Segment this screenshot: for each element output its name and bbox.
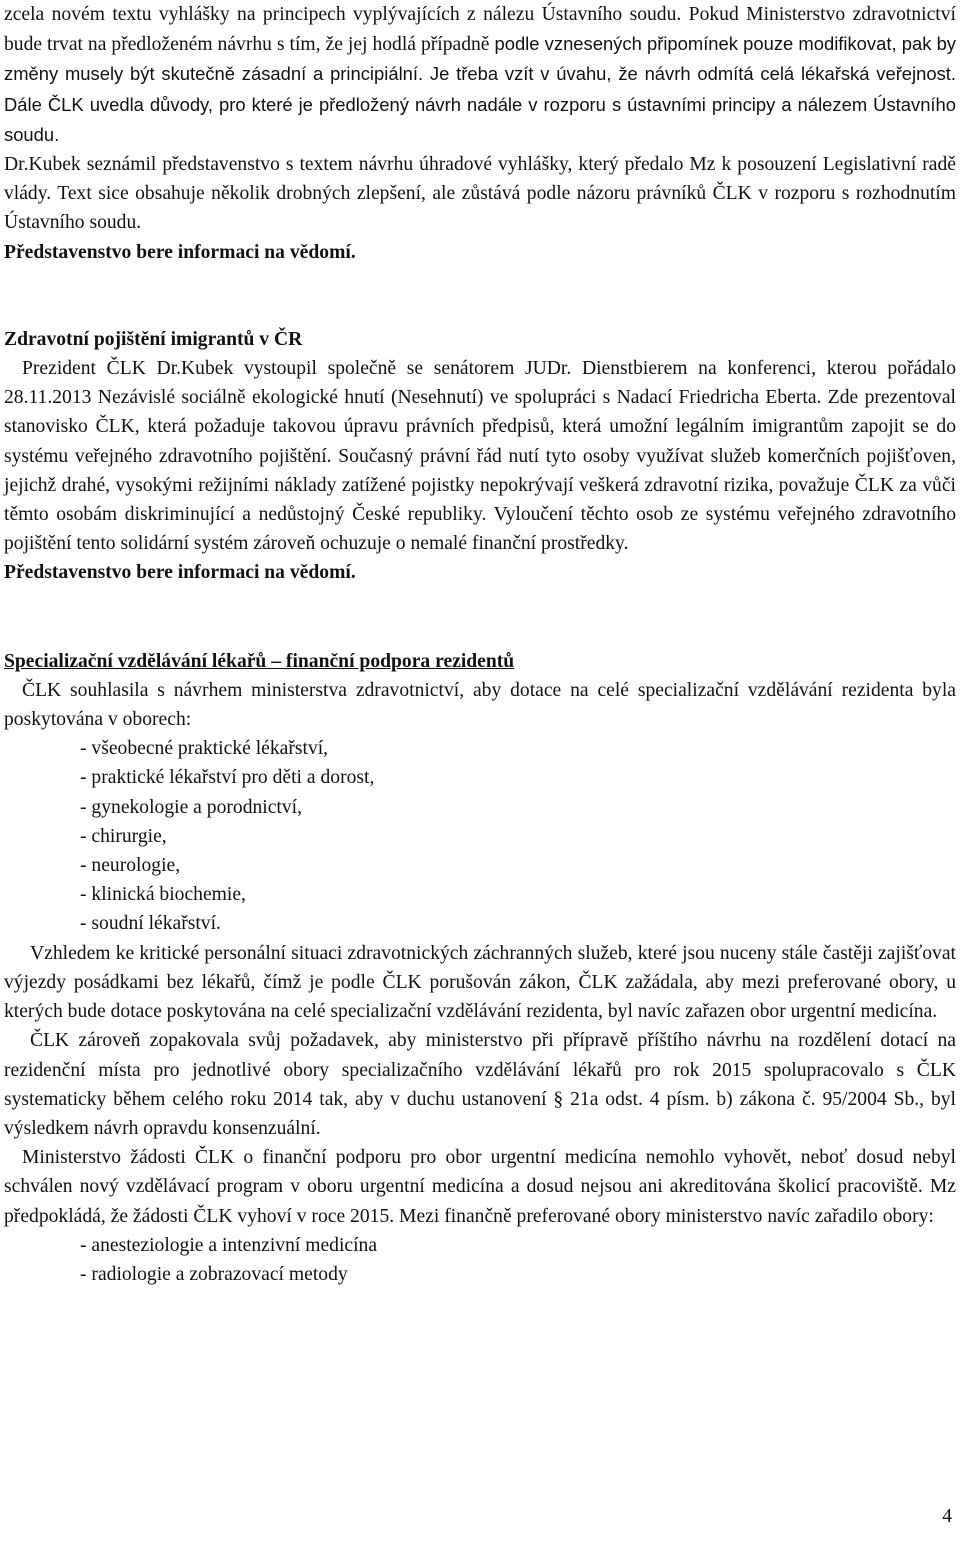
page-number: 4 [942,1506,952,1527]
list-item: - soudní lékařství. [80,913,221,935]
s2-heading: Zdravotní pojištění imigrantů v ČR [4,328,303,350]
s1-sans-text: podle vznesených připomínek pouze modifikovat, pak by změny musely být skutečně zásadní a principiální. Je třeba vzít v úvahu, že návrh odmítá celá lékařská veřejnost. Dále ČLK uvedla důvody, pro které je předložený návrh nadále v rozporu s ústavními principy a nálezem Ústavního soudu. [4,33,956,145]
list-item: - klinická biochemie, [80,884,246,906]
s3-paragraph-1: ČLK souhlasila s návrhem ministerstva zdravotnictví, aby dotace na celé specializační vzdělávání rezidenta byla poskytována v oborech: [4,679,956,731]
s1-paragraph-1 [4,0,956,150]
s3-paragraph-4: Ministerstvo žádosti ČLK o finanční podporu pro obor urgentní medicína nemohlo vyhovět, neboť dosud nebyl schválen nový vzdělávací program v oboru urgentní medicína a dosud nejsou ani akreditována školicí pracoviště. Mz předpokládá, že žádosti ČLK vyhoví v roce 2015. Mezi finančně preferované obory ministerstvo navíc zařadilo obory: [4,1147,956,1227]
s3-heading: Specializační vzdělávání lékařů – finanční podpora rezidentů [4,650,515,672]
s1-line-2: Ministerstvo zdravotnictví bude trvat na předloženém návrhu s tím, že jej hodlá případně [4,4,956,56]
list-item: - chirurgie, [80,825,167,847]
list-item: - radiologie a zobrazovací metody [80,1263,348,1285]
list-item: - všeobecné praktické lékařství, [80,738,329,760]
s1-resolution: Představenstvo bere informaci na vědomí. [4,241,356,263]
s3-list-1 [4,734,956,938]
s1-paragraph-2: Dr.Kubek seznámil představenstvo s textem návrhu úhradové vyhlášky, který předalo Mz k posouzení Legislativní radě vlády. Text sice obsahuje několik drobných zlepšení, ale zůstává podle názoru právníků ČLK v rozporu s rozhodnutím Ústavního soudu. [4,154,956,234]
s2-resolution: Představenstvo bere informaci na vědomí. [4,562,356,584]
document-page [4,0,956,1289]
s3-paragraph-3: ČLK zároveň zopakovala svůj požadavek, aby ministerstvo při přípravě příštího návrhu na rozdělení dotací na rezidenční místa pro jednotlivé obory specializačního vzdělávání lékařů pro rok 2015 spolupracovalo s ČLK systematicky během celého roku 2014 tak, aby v duchu ustanovení § 21a odst. 4 písm. b) zákona č. 95/2004 Sb., byl výsledkem návrh opravdu konsenzuální. [4,1030,956,1139]
s3-list-2 [4,1231,956,1289]
list-item: - praktické lékařství pro děti a dorost, [80,767,375,789]
list-item: - anesteziologie a intenzivní medicína [80,1234,378,1256]
spacer [4,588,956,647]
s1-line-1: zcela novém textu vyhlášky na principech vyplývajících z nálezu Ústavního soudu. Pokud [4,4,739,25]
s3-paragraph-2: Vzhledem ke kritické personální situaci zdravotnických záchranných služeb, které jsou nuceny stále častěji zajišťovat výjezdy posádkami bez lékařů, čímž je podle ČLK porušován zákon, ČLK zažádala, aby mezi preferované obory, u kterých bude dotace poskytována na celé specializační vzdělávání rezidenta, byl navíc zařazen obor urgentní medicína. [4,942,956,1023]
list-item: - neurologie, [80,855,181,877]
spacer [4,267,956,325]
list-item: - gynekologie a porodnictví, [80,796,303,818]
s2-paragraph-1: Prezident ČLK Dr.Kubek vystoupil společně se senátorem JUDr. Dienstbierem na konferenci, kterou pořádalo 28.11.2013 Nezávislé sociálně ekologické hnutí (Nesehnutí) ve spolupráci s Nadací Friedricha Eberta. Zde prezentoval stanovisko ČLK, která požaduje takovou úpravu právních předpisů, která umožní legálním imigrantům zapojit se do systému veřejného zdravotního pojištění. Současný právní řád nutí tyto osoby využívat služeb komerčních pojišťoven, jejichž drahé, vysokými režijními náklady zatížené pojistky nepokrývají veškerá zdravotní rizika, považuje ČLK za vůči těmto osobám diskriminující a nedůstojný České republiky. Vyloučení těchto osob ze systému veřejného zdravotního pojištění tento solidární systém zároveň ochuzuje o nemalé finanční prostředky. [4,358,956,555]
